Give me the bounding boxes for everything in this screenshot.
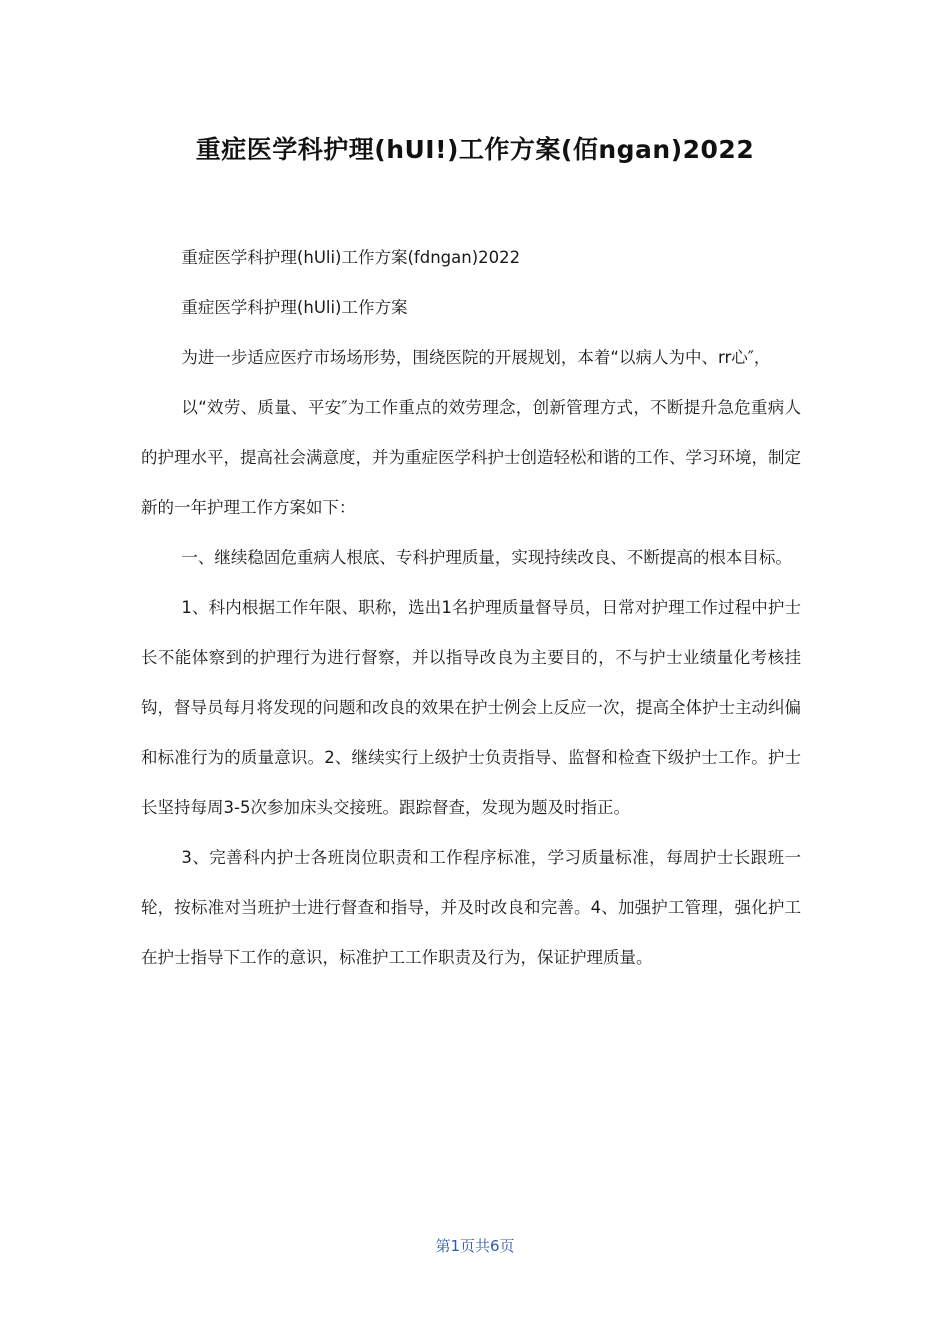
- paragraph-heading: 重症医学科护理(hUli)工作方案: [181, 298, 408, 317]
- paragraph-subtitle: 重症医学科护理(hUli)工作方案(fdngan)2022: [181, 248, 521, 267]
- paragraph-intro: 为进一步适应医疗市场场形势，围绕医院的开展规划，本着“以病人为中、rr心″，: [181, 348, 771, 367]
- paragraph-philosophy: 以“效劳、质量、平安″为工作重点的效劳理念，创新管理方式，不断提升急危重病人的护理水平，提高社会满意度，并为重症医学科护士创造轻松和谐的工作、学习环境，制定新的一年护理工作方案如下：: [141, 398, 801, 517]
- page-number: 第1页共6页: [435, 1237, 515, 1255]
- paragraph-items-1-2: 1、科内根据工作年限、职称，选出1名护理质量督导员，日常对护理工作过程中护士长不能体察到的护理行为进行督察，并以指导改良为主要目的，不与护士业绩量化考核挂钩，督导员每月将发现的问题和改良的效果在护士例会上反应一次，提高全体护士主动纠偏和标准行为的质量意识。2、继续实行上级护士负责指导、监督和检查下级护士工作。护士长坚持每周3-5次参加床头交接班。跟踪督查，发现为题及时指正。: [141, 598, 801, 817]
- paragraph-section-one: 一、继续稳固危重病人根底、专科护理质量，实现持续改良、不断提高的根本目标。: [181, 548, 792, 567]
- document-body: [141, 233, 801, 983]
- document-title: 重症医学科护理(hUI!)工作方案(佰ngan)2022: [195, 135, 755, 164]
- paragraph-items-3-4: 3、完善科内护士各班岗位职责和工作程序标准，学习质量标准，每周护士长跟班一轮，按标准对当班护士进行督查和指导，并及时改良和完善。4、加强护工管理，强化护工在护士指导下工作的意识，标准护工工作职责及行为，保证护理质量。: [141, 848, 801, 967]
